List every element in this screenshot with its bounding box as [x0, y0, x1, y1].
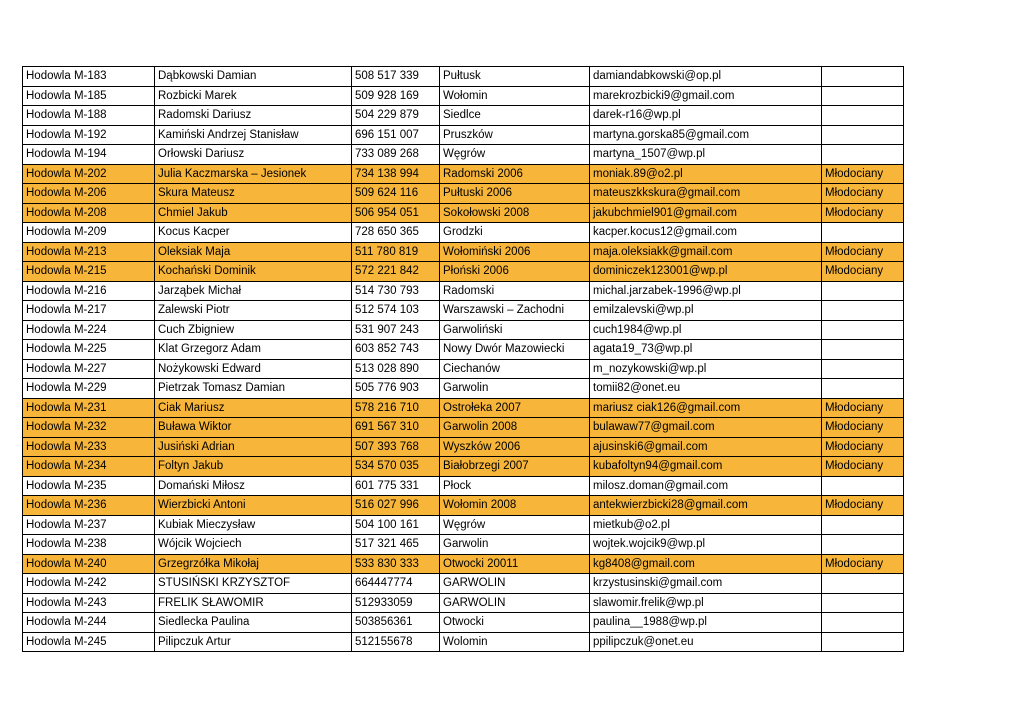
table-row [23, 515, 904, 535]
name-cell: Pilipczuk Artur [155, 632, 352, 652]
phone-cell: 516 027 996 [352, 496, 440, 516]
hodowla-cell: Hodowla M-245 [23, 632, 155, 652]
status-cell [822, 632, 904, 652]
place-cell: Wołomin [440, 86, 590, 106]
phone-cell: 512155678 [352, 632, 440, 652]
table-row [23, 379, 904, 399]
phone-cell: 511 780 819 [352, 242, 440, 262]
name-cell: Rozbicki Marek [155, 86, 352, 106]
hodowla-cell: Hodowla M-216 [23, 281, 155, 301]
email-cell: ppilipczuk@onet.eu [590, 632, 822, 652]
hodowla-cell: Hodowla M-231 [23, 398, 155, 418]
name-cell: Julia Kaczmarska – Jesionek [155, 164, 352, 184]
place-cell: Siedlce [440, 106, 590, 126]
name-cell: Klat Grzegorz Adam [155, 340, 352, 360]
place-cell: Grodzki [440, 223, 590, 243]
place-cell: Garwoliński [440, 320, 590, 340]
phone-cell: 691 567 310 [352, 418, 440, 438]
phone-cell: 603 852 743 [352, 340, 440, 360]
table-row [23, 457, 904, 477]
status-cell [822, 67, 904, 87]
hodowla-cell: Hodowla M-243 [23, 593, 155, 613]
email-cell: kubafoltyn94@gmail.com [590, 457, 822, 477]
table-row [23, 67, 904, 87]
email-cell: dominiczek123001@wp.pl [590, 262, 822, 282]
table-row [23, 86, 904, 106]
email-cell: bulawaw77@gmail.com [590, 418, 822, 438]
table-row [23, 223, 904, 243]
phone-cell: 578 216 710 [352, 398, 440, 418]
email-cell: jakubchmiel901@gmail.com [590, 203, 822, 223]
table-row [23, 145, 904, 165]
phone-cell: 504 100 161 [352, 515, 440, 535]
hodowla-cell: Hodowla M-225 [23, 340, 155, 360]
table-row [23, 164, 904, 184]
status-cell [822, 379, 904, 399]
table-row [23, 554, 904, 574]
status-cell: Młodociany [822, 262, 904, 282]
status-cell [822, 535, 904, 555]
hodowla-cell: Hodowla M-213 [23, 242, 155, 262]
phone-cell: 534 570 035 [352, 457, 440, 477]
place-cell: Wolomin [440, 632, 590, 652]
status-cell [822, 359, 904, 379]
name-cell: Oleksiak Maja [155, 242, 352, 262]
place-cell: Garwolin [440, 535, 590, 555]
email-cell: cuch1984@wp.pl [590, 320, 822, 340]
phone-cell: 508 517 339 [352, 67, 440, 87]
email-cell: martyna.gorska85@gmail.com [590, 125, 822, 145]
email-cell: marekrozbicki9@gmail.com [590, 86, 822, 106]
place-cell: GARWOLIN [440, 593, 590, 613]
email-cell: wojtek.wojcik9@wp.pl [590, 535, 822, 555]
email-cell: krzystusinski@gmail.com [590, 574, 822, 594]
status-cell: Młodociany [822, 554, 904, 574]
phone-cell: 512 574 103 [352, 301, 440, 321]
place-cell: Węgrów [440, 145, 590, 165]
email-cell: mietkub@o2.pl [590, 515, 822, 535]
phone-cell: 531 907 243 [352, 320, 440, 340]
email-cell: michal.jarzabek-1996@wp.pl [590, 281, 822, 301]
phone-cell: 507 393 768 [352, 437, 440, 457]
place-cell: Pułtuski 2006 [440, 184, 590, 204]
hodowla-cell: Hodowla M-183 [23, 67, 155, 87]
phone-cell: 664447774 [352, 574, 440, 594]
email-cell: moniak.89@o2.pl [590, 164, 822, 184]
name-cell: Kamiński Andrzej Stanisław [155, 125, 352, 145]
phone-cell: 513 028 890 [352, 359, 440, 379]
phone-cell: 601 775 331 [352, 476, 440, 496]
status-cell [822, 86, 904, 106]
name-cell: Siedlecka Paulina [155, 613, 352, 633]
name-cell: Radomski Dariusz [155, 106, 352, 126]
hodowla-cell: Hodowla M-192 [23, 125, 155, 145]
phone-cell: 506 954 051 [352, 203, 440, 223]
name-cell: Dąbkowski Damian [155, 67, 352, 87]
table-row [23, 184, 904, 204]
status-cell [822, 593, 904, 613]
table-row [23, 418, 904, 438]
place-cell: Garwolin [440, 379, 590, 399]
status-cell [822, 145, 904, 165]
phone-cell: 572 221 842 [352, 262, 440, 282]
name-cell: Kubiak Mieczysław [155, 515, 352, 535]
place-cell: Wołomiński 2006 [440, 242, 590, 262]
name-cell: Foltyn Jakub [155, 457, 352, 477]
email-cell: m_nozykowski@wp.pl [590, 359, 822, 379]
place-cell: Ciechanów [440, 359, 590, 379]
email-cell: emilzalevski@wp.pl [590, 301, 822, 321]
place-cell: Radomski [440, 281, 590, 301]
place-cell: Sokołowski 2008 [440, 203, 590, 223]
email-cell: maja.oleksiakk@gmail.com [590, 242, 822, 262]
phone-cell: 509 928 169 [352, 86, 440, 106]
status-cell [822, 281, 904, 301]
status-cell: Młodociany [822, 203, 904, 223]
hodowla-cell: Hodowla M-237 [23, 515, 155, 535]
email-cell: mariusz ciak126@gmail.com [590, 398, 822, 418]
hodowla-cell: Hodowla M-224 [23, 320, 155, 340]
name-cell: Domański Miłosz [155, 476, 352, 496]
hodowla-cell: Hodowla M-234 [23, 457, 155, 477]
place-cell: Pułtusk [440, 67, 590, 87]
hodowla-cell: Hodowla M-202 [23, 164, 155, 184]
email-cell: kg8408@gmail.com [590, 554, 822, 574]
hodowla-cell: Hodowla M-238 [23, 535, 155, 555]
status-cell: Młodociany [822, 457, 904, 477]
place-cell: Wyszków 2006 [440, 437, 590, 457]
hodowla-cell: Hodowla M-217 [23, 301, 155, 321]
hodowla-cell: Hodowla M-236 [23, 496, 155, 516]
name-cell: Kocus Kacper [155, 223, 352, 243]
status-cell [822, 223, 904, 243]
table-row [23, 359, 904, 379]
name-cell: Zalewski Piotr [155, 301, 352, 321]
hodowla-cell: Hodowla M-235 [23, 476, 155, 496]
email-cell: ajusinski6@gmail.com [590, 437, 822, 457]
table-body [23, 67, 904, 652]
name-cell: Skura Mateusz [155, 184, 352, 204]
hodowla-cell: Hodowla M-227 [23, 359, 155, 379]
table-row [23, 106, 904, 126]
name-cell: Wierzbicki Antoni [155, 496, 352, 516]
name-cell: Nożykowski Edward [155, 359, 352, 379]
place-cell: Garwolin 2008 [440, 418, 590, 438]
phone-cell: 533 830 333 [352, 554, 440, 574]
status-cell [822, 613, 904, 633]
phone-cell: 503856361 [352, 613, 440, 633]
table-row [23, 262, 904, 282]
name-cell: Kochański Dominik [155, 262, 352, 282]
place-cell: Wołomin 2008 [440, 496, 590, 516]
place-cell: Płoński 2006 [440, 262, 590, 282]
table-row [23, 632, 904, 652]
hodowla-cell: Hodowla M-209 [23, 223, 155, 243]
email-cell: slawomir.frelik@wp.pl [590, 593, 822, 613]
status-cell: Młodociany [822, 398, 904, 418]
place-cell: Radomski 2006 [440, 164, 590, 184]
table-row [23, 125, 904, 145]
name-cell: Orłowski Dariusz [155, 145, 352, 165]
table-row [23, 203, 904, 223]
phone-cell: 512933059 [352, 593, 440, 613]
phone-cell: 733 089 268 [352, 145, 440, 165]
table-row [23, 535, 904, 555]
name-cell: Chmiel Jakub [155, 203, 352, 223]
email-cell: agata19_73@wp.pl [590, 340, 822, 360]
name-cell: Jarząbek Michał [155, 281, 352, 301]
status-cell [822, 574, 904, 594]
hodowla-cell: Hodowla M-244 [23, 613, 155, 633]
status-cell: Młodociany [822, 418, 904, 438]
place-cell: Węgrów [440, 515, 590, 535]
phone-cell: 514 730 793 [352, 281, 440, 301]
email-cell: milosz.doman@gmail.com [590, 476, 822, 496]
email-cell: martyna_1507@wp.pl [590, 145, 822, 165]
hodowla-cell: Hodowla M-206 [23, 184, 155, 204]
status-cell: Młodociany [822, 164, 904, 184]
status-cell: Młodociany [822, 496, 904, 516]
place-cell: Płock [440, 476, 590, 496]
hodowla-cell: Hodowla M-232 [23, 418, 155, 438]
breeders-table [22, 66, 904, 652]
name-cell: Cuch Zbigniew [155, 320, 352, 340]
name-cell: Buława Wiktor [155, 418, 352, 438]
hodowla-cell: Hodowla M-240 [23, 554, 155, 574]
table-row [23, 281, 904, 301]
place-cell: Białobrzegi 2007 [440, 457, 590, 477]
place-cell: Pruszków [440, 125, 590, 145]
status-cell [822, 476, 904, 496]
email-cell: antekwierzbicki28@gmail.com [590, 496, 822, 516]
table-row [23, 301, 904, 321]
phone-cell: 734 138 994 [352, 164, 440, 184]
hodowla-cell: Hodowla M-185 [23, 86, 155, 106]
email-cell: paulina__1988@wp.pl [590, 613, 822, 633]
status-cell: Młodociany [822, 437, 904, 457]
table-row [23, 340, 904, 360]
table-row [23, 398, 904, 418]
status-cell [822, 515, 904, 535]
status-cell [822, 340, 904, 360]
table-row [23, 613, 904, 633]
status-cell: Młodociany [822, 242, 904, 262]
table-row [23, 593, 904, 613]
email-cell: mateuszkkskura@gmail.com [590, 184, 822, 204]
phone-cell: 517 321 465 [352, 535, 440, 555]
place-cell: Otwocki [440, 613, 590, 633]
place-cell: Warszawski – Zachodni [440, 301, 590, 321]
status-cell [822, 106, 904, 126]
place-cell: Otwocki 20011 [440, 554, 590, 574]
place-cell: Nowy Dwór Mazowiecki [440, 340, 590, 360]
name-cell: FRELIK SŁAWOMIR [155, 593, 352, 613]
hodowla-cell: Hodowla M-233 [23, 437, 155, 457]
email-cell: darek-r16@wp.pl [590, 106, 822, 126]
name-cell: Grzegrzółka Mikołaj [155, 554, 352, 574]
name-cell: STUSIŃSKI KRZYSZTOF [155, 574, 352, 594]
place-cell: Ostrołeka 2007 [440, 398, 590, 418]
place-cell: GARWOLIN [440, 574, 590, 594]
hodowla-cell: Hodowla M-229 [23, 379, 155, 399]
email-cell: kacper.kocus12@gmail.com [590, 223, 822, 243]
table-row [23, 320, 904, 340]
hodowla-cell: Hodowla M-242 [23, 574, 155, 594]
name-cell: Ciak Mariusz [155, 398, 352, 418]
name-cell: Jusiński Adrian [155, 437, 352, 457]
hodowla-cell: Hodowla M-208 [23, 203, 155, 223]
hodowla-cell: Hodowla M-215 [23, 262, 155, 282]
phone-cell: 505 776 903 [352, 379, 440, 399]
name-cell: Wójcik Wojciech [155, 535, 352, 555]
table-row [23, 476, 904, 496]
status-cell [822, 320, 904, 340]
hodowla-cell: Hodowla M-194 [23, 145, 155, 165]
status-cell [822, 125, 904, 145]
phone-cell: 504 229 879 [352, 106, 440, 126]
phone-cell: 728 650 365 [352, 223, 440, 243]
table-row [23, 496, 904, 516]
table-row [23, 242, 904, 262]
status-cell [822, 301, 904, 321]
hodowla-cell: Hodowla M-188 [23, 106, 155, 126]
name-cell: Pietrzak Tomasz Damian [155, 379, 352, 399]
email-cell: damiandabkowski@op.pl [590, 67, 822, 87]
table-row [23, 574, 904, 594]
phone-cell: 509 624 116 [352, 184, 440, 204]
email-cell: tomii82@onet.eu [590, 379, 822, 399]
phone-cell: 696 151 007 [352, 125, 440, 145]
status-cell: Młodociany [822, 184, 904, 204]
table-row [23, 437, 904, 457]
